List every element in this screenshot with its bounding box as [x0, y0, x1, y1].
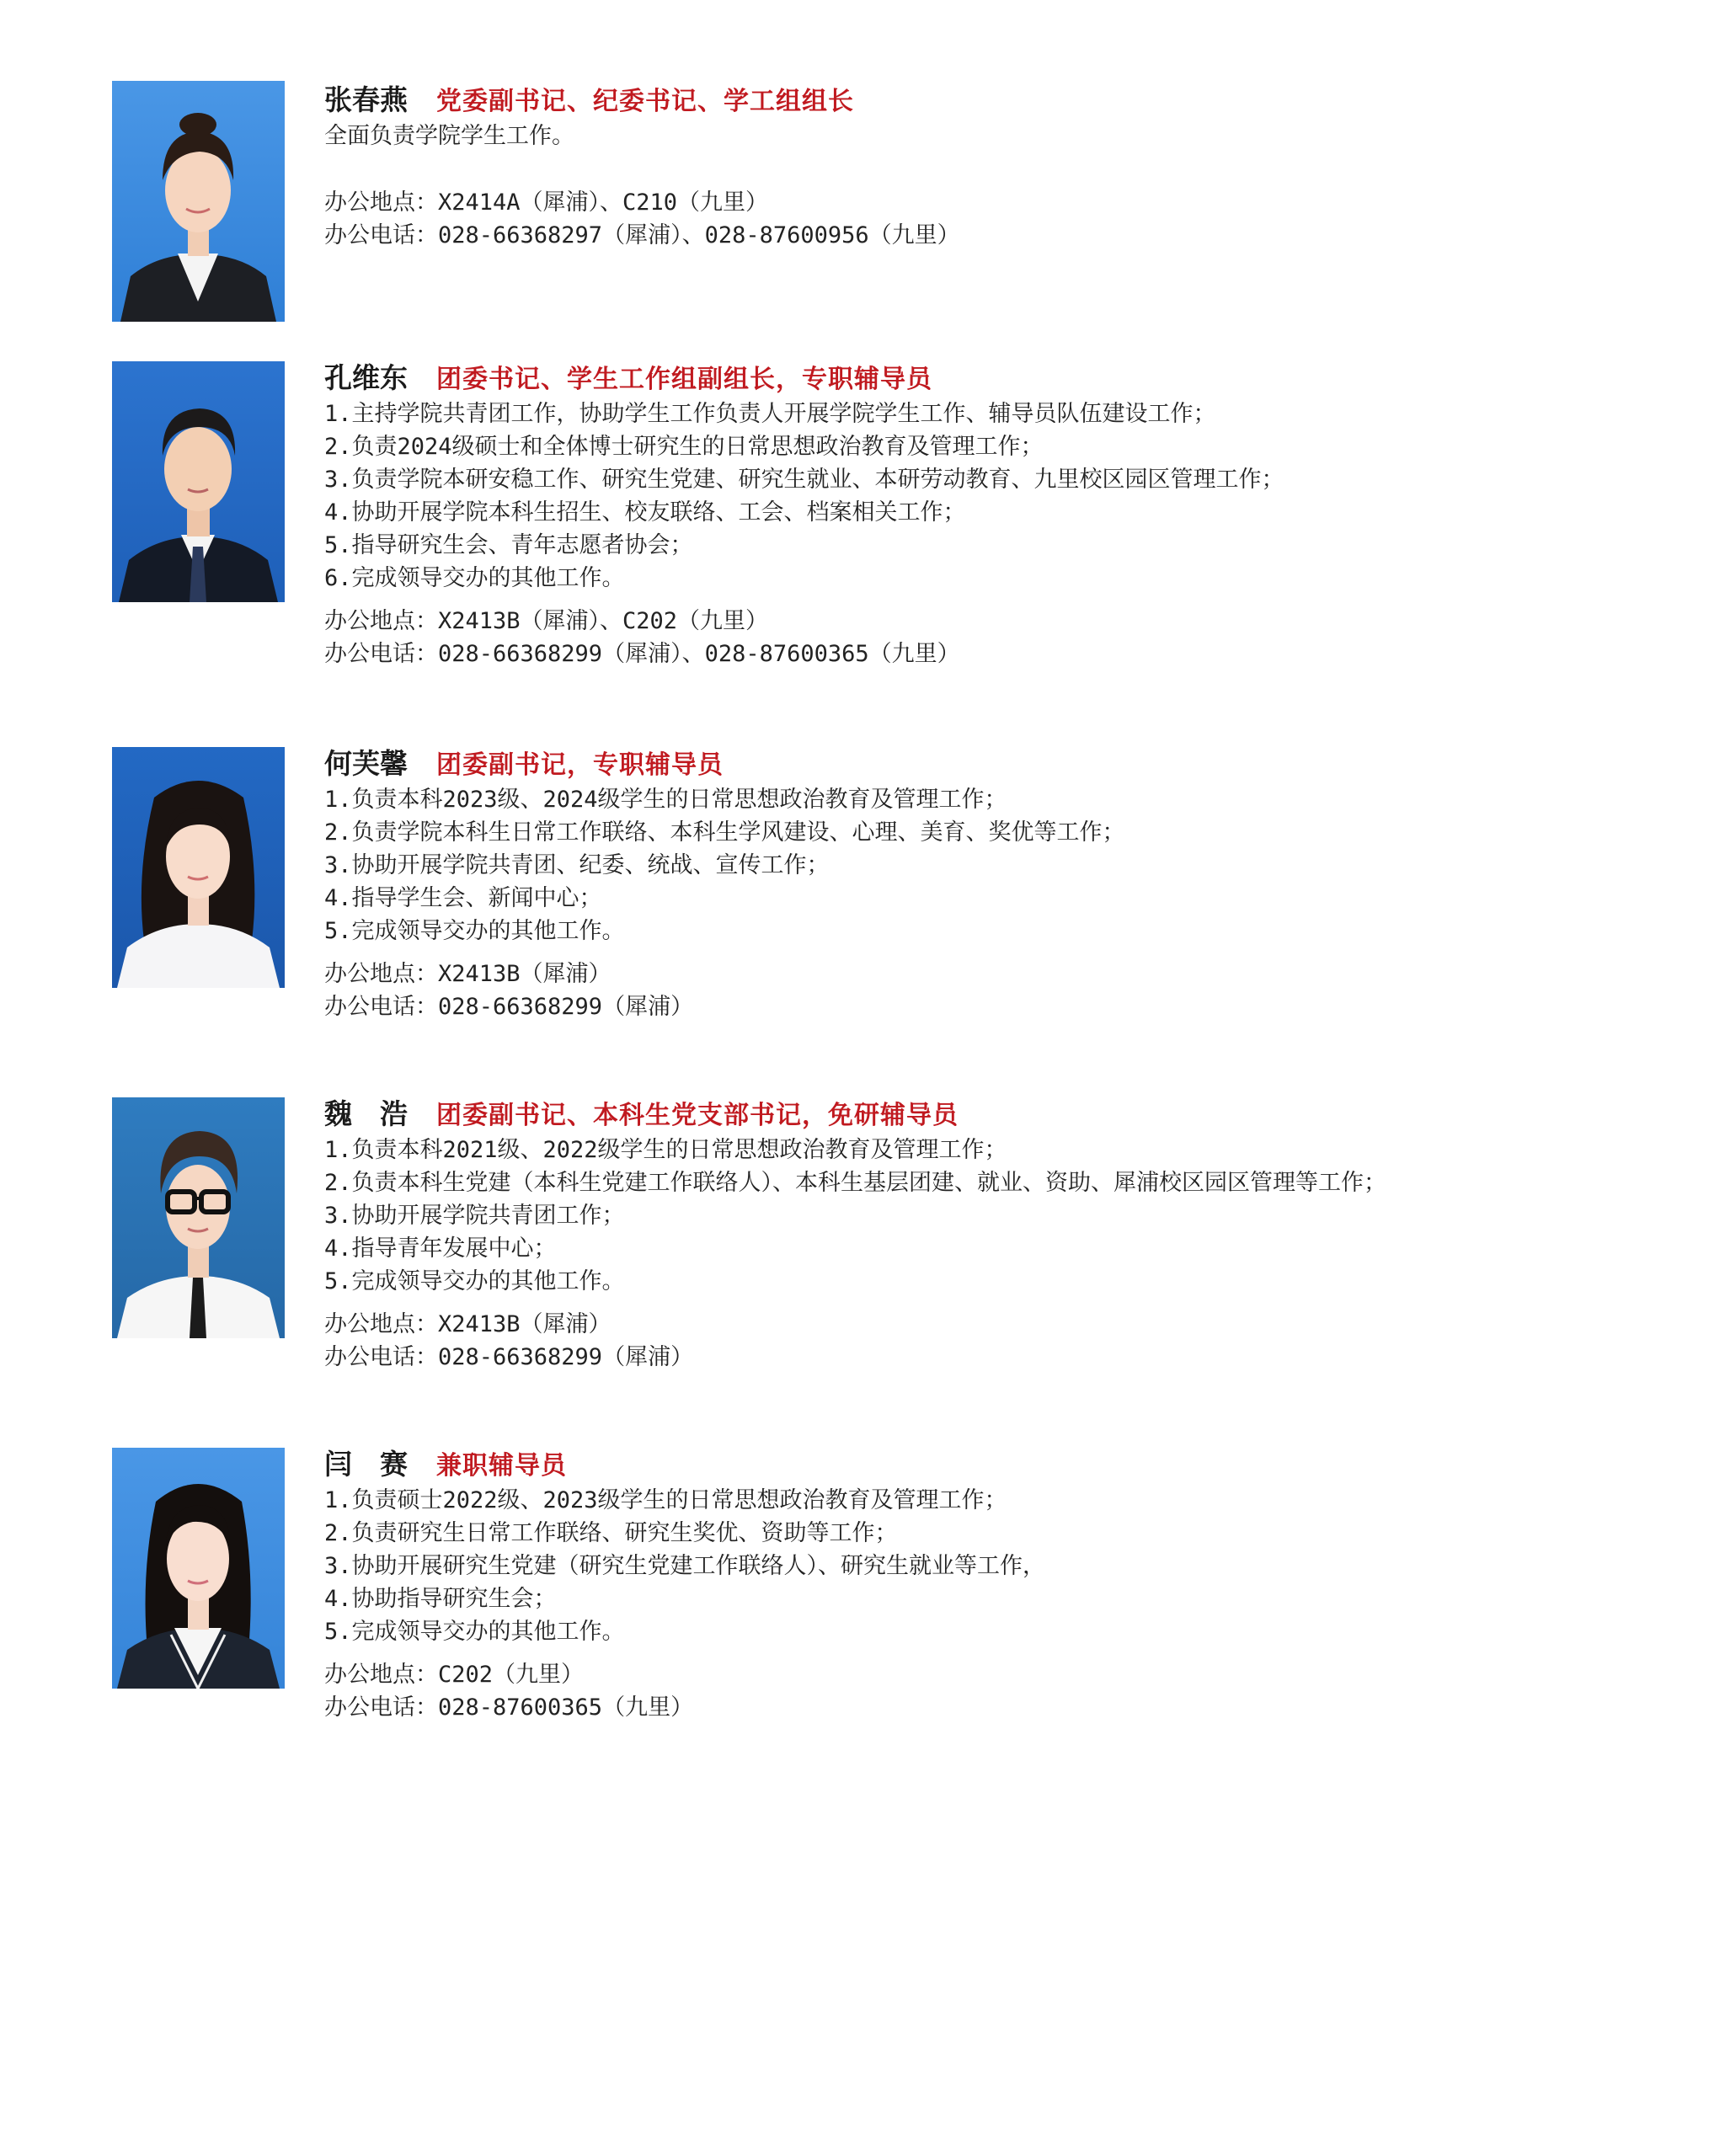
office-location: 办公地点：C202（九里） — [324, 1662, 585, 1688]
staff-header — [324, 744, 1672, 783]
staff-info-1 — [324, 81, 1672, 252]
duty-line: 3.协助开展学院共青团、纪委、统战、宣传工作； — [324, 852, 830, 878]
office-phone: 办公电话：028-66368297（犀浦）、028-87600956（九里） — [324, 222, 960, 248]
staff-info-2 — [324, 359, 1672, 670]
staff-name: 魏 浩 — [324, 1097, 408, 1130]
duty-line: 5.指导研究生会、青年志愿者协会； — [324, 532, 693, 558]
staff-photo-2 — [112, 361, 285, 602]
office-phone: 办公电话：028-66368299（犀浦） — [324, 1344, 694, 1370]
duty-line: 5.完成领导交办的其他工作。 — [324, 1619, 625, 1645]
duty-line: 全面负责学院学生工作。 — [324, 123, 574, 149]
staff-info-5 — [324, 1445, 1672, 1724]
staff-photo-5 — [112, 1448, 285, 1689]
staff-photo-4 — [112, 1097, 285, 1338]
duty-line: 4.协助指导研究生会； — [324, 1586, 557, 1612]
staff-name: 张春燕 — [324, 83, 408, 116]
staff-header — [324, 359, 1672, 398]
duty-line: 2.负责2024级硕士和全体博士研究生的日常思想政治教育及管理工作； — [324, 434, 1044, 460]
staff-role: 团委书记、学生工作组副组长，专职辅导员 — [436, 365, 932, 394]
duty-line: 3.协助开展研究生党建（研究生党建工作联络人）、研究生就业等工作， — [324, 1553, 1046, 1579]
duty-line: 2.负责研究生日常工作联络、研究生奖优、资助等工作； — [324, 1520, 898, 1546]
staff-name: 孔维东 — [324, 361, 408, 394]
duty-line: 1.负责本科2021级、2022级学生的日常思想政治教育及管理工作； — [324, 1137, 1007, 1163]
office-location: 办公地点：X2414A（犀浦）、C210（九里） — [324, 189, 769, 216]
staff-photo-3 — [112, 747, 285, 988]
office-location: 办公地点：X2413B（犀浦） — [324, 1311, 611, 1337]
office-location: 办公地点：X2413B（犀浦） — [324, 961, 611, 987]
staff-info-4 — [324, 1095, 1672, 1374]
duty-line: 5.完成领导交办的其他工作。 — [324, 1268, 625, 1294]
duty-line: 4.指导青年发展中心； — [324, 1235, 557, 1262]
office-phone: 办公电话：028-87600365（九里） — [324, 1694, 694, 1721]
staff-name: 闫 赛 — [324, 1448, 408, 1481]
duty-line: 5.完成领导交办的其他工作。 — [324, 918, 625, 944]
staff-photo-1 — [112, 81, 285, 322]
office-phone: 办公电话：028-66368299（犀浦） — [324, 994, 694, 1020]
duty-line: 2.负责本科生党建（本科生党建工作联络人）、本科生基层团建、就业、资助、犀浦校区园区管理等工作； — [324, 1170, 1387, 1196]
staff-header — [324, 1095, 1672, 1134]
staff-role: 团委副书记，专职辅导员 — [436, 750, 724, 780]
staff-role: 团委副书记、本科生党支部书记，免研辅导员 — [436, 1101, 959, 1130]
staff-info-3 — [324, 744, 1672, 1023]
duty-line: 1.负责本科2023级、2024级学生的日常思想政治教育及管理工作； — [324, 787, 1007, 813]
duty-line: 3.负责学院本研安稳工作、研究生党建、研究生就业、本研劳动教育、九里校区园区管理工作； — [324, 467, 1284, 493]
duty-line: 4.指导学生会、新闻中心； — [324, 885, 602, 911]
office-phone: 办公电话：028-66368299（犀浦）、028-87600365（九里） — [324, 641, 960, 667]
staff-name: 何芙馨 — [324, 747, 408, 780]
duty-line: 2.负责学院本科生日常工作联络、本科生学风建设、心理、美育、奖优等工作； — [324, 819, 1125, 846]
duty-line: 3.协助开展学院共青团工作； — [324, 1203, 625, 1229]
duty-line: 4.协助开展学院本科生招生、校友联络、工会、档案相关工作； — [324, 499, 966, 526]
duty-line: 1.负责硕士2022级、2023级学生的日常思想政治教育及管理工作； — [324, 1487, 1007, 1513]
duty-line: 6.完成领导交办的其他工作。 — [324, 565, 625, 591]
duty-line: 1.主持学院共青团工作，协助学生工作负责人开展学院学生工作、辅导员队伍建设工作； — [324, 401, 1216, 427]
office-location: 办公地点：X2413B（犀浦）、C202（九里） — [324, 608, 769, 634]
staff-role: 党委副书记、纪委书记、学工组组长 — [436, 87, 854, 116]
staff-header — [324, 81, 1672, 120]
staff-header — [324, 1445, 1672, 1484]
staff-role: 兼职辅导员 — [436, 1451, 567, 1481]
